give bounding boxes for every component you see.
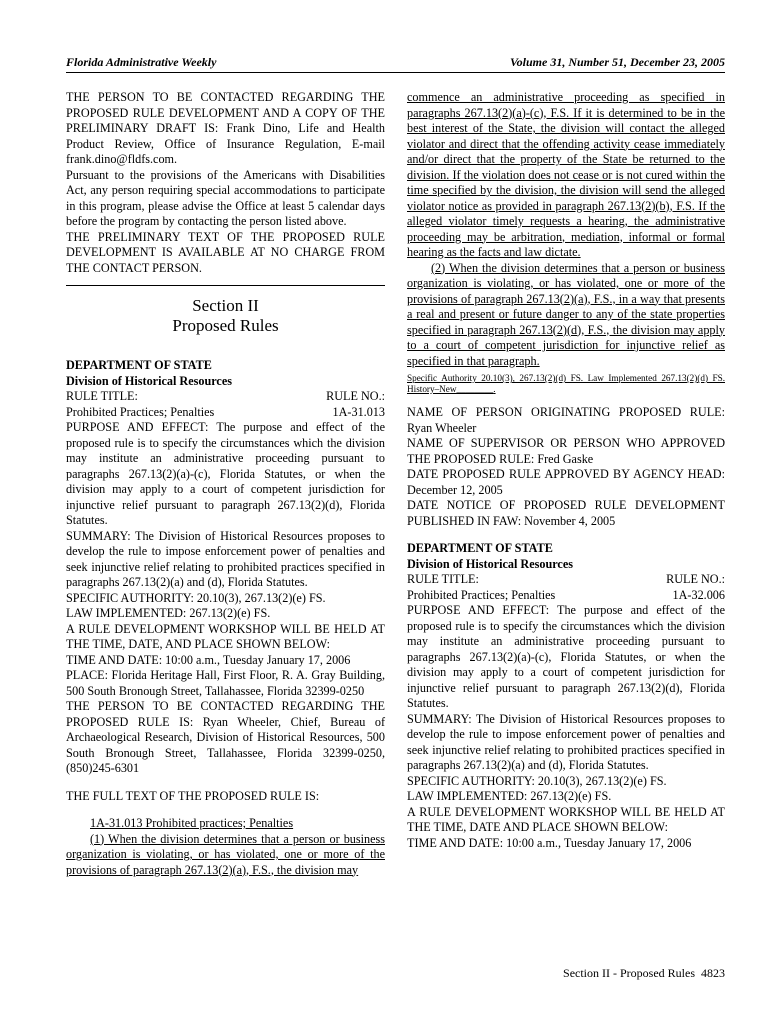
law-implemented-2: LAW IMPLEMENTED: 267.13(2)(e) FS. — [407, 789, 612, 803]
right-column — [407, 90, 725, 851]
specific-authority: SPECIFIC AUTHORITY: 20.10(3), 267.13(2)(e) FS. — [66, 590, 326, 605]
workshop-time: TIME AND DATE: 10:00 a.m., Tuesday January 17, 2006 — [66, 652, 351, 667]
section-title: Section II — [192, 296, 259, 315]
citation-text: Specific Authority 20.10(3), 267.13(2)(d) FS. Law Implemented 267.13(2)(d) FS. History–New — [407, 373, 725, 394]
intro-contact: THE PERSON TO BE CONTACTED REGARDING THE PROPOSED RULE DEVELOPMENT AND A COPY OF THE PRELIMINARY DRAFT IS: Frank Dino, Life and Health Product Review, Office of Insurance Regulation, E-mail frank.dino@fldfs.com. — [66, 90, 385, 166]
division-heading-2: Division of Historical Resources — [407, 556, 573, 571]
rule-text-paragraph-1-continued: commence an administrative proceeding as specified in paragraphs 267.13(2)(a)-(c), F.S. If it is determined to be in the best interest of the State, the division will contact the alleged violator and direct that the offending activity cease immediately and/or direct that the property of the State be returned to the division. If the violation does not cease or is not cured within the time specified by the division, the division will send the alleged violator notice as provided in paragraph 267.13(2)(b), F.S. If the alleged violator timely requests a hearing, the administrative proceeding may be arbitration, mediation, informal or formal hearing as the facts and law dictate. — [407, 90, 725, 259]
specific-authority-2: SPECIFIC AUTHORITY: 20.10(3), 267.13(2)(e) FS. — [407, 773, 667, 788]
rule-no-label: RULE NO.: — [326, 389, 385, 403]
rule-title-row-2 — [407, 572, 725, 588]
department-heading: DEPARTMENT OF STATE — [66, 358, 212, 372]
workshop-place: PLACE: Florida Heritage Hall, First Floor, R. A. Gray Building, 500 South Bronough Street, Tallahassee, Florida 32399-0250 — [66, 668, 385, 698]
date-approved: DATE PROPOSED RULE APPROVED BY AGENCY HEAD: December 12, 2005 — [407, 467, 725, 497]
rule-title-row — [66, 389, 385, 405]
full-text-heading: THE FULL TEXT OF THE PROPOSED RULE IS: — [66, 788, 320, 803]
workshop-time-2: TIME AND DATE: 10:00 a.m., Tuesday January 17, 2006 — [407, 835, 692, 850]
rule-title-label-2: RULE TITLE: — [407, 572, 479, 586]
page-header — [66, 52, 725, 73]
summary-2: SUMMARY: The Division of Historical Resources proposes to develop the rule to impose enforcement power of penalties and seek injunctive relief relating to prohibited practices specified in paragraphs 267.13(2)(a) and (d), Florida Statutes. — [407, 711, 725, 772]
rule-name-row-2 — [407, 588, 725, 604]
volume-info: Volume 31, Number 51, December 23, 2005 — [510, 55, 725, 69]
intro-preliminary: THE PRELIMINARY TEXT OF THE PROPOSED RULE DEVELOPMENT IS AVAILABLE AT NO CHARGE FROM THE CONTACT PERSON. — [66, 229, 385, 275]
workshop-notice-2: A RULE DEVELOPMENT WORKSHOP WILL BE HELD AT THE TIME, DATE AND PLACE SHOWN BELOW: — [407, 804, 725, 834]
rule-name-row — [66, 405, 385, 421]
rule-number-2: 1A-32.006 — [672, 587, 725, 602]
contact-person: THE PERSON TO BE CONTACTED REGARDING THE PROPOSED RULE IS: Ryan Wheeler, Chief, Bureau of Archaeological Research, Division of Historical Resources, 500 South Bronough Street, Tallahassee, Florida 32399-0250, (850)245-6301 — [66, 699, 385, 775]
rule-citation — [407, 373, 725, 395]
purpose-effect: PURPOSE AND EFFECT: The purpose and effect of the proposed rule is to specify the circumstances which the division may institute an administrative proceeding pursuant to paragraphs 267.13(2)(a)-(c), Florida Statutes, or when the division may apply to a court of competent jurisdiction for injunctive relief pursuant to paragraph 267.13(2)(d), Florida Statutes. — [66, 420, 385, 527]
rule-number: 1A-31.013 — [332, 404, 385, 419]
rule-name: Prohibited Practices; Penalties — [66, 404, 215, 419]
workshop-notice: A RULE DEVELOPMENT WORKSHOP WILL BE HELD AT THE TIME, DATE, AND PLACE SHOWN BELOW: — [66, 621, 385, 651]
page-footer — [563, 966, 725, 981]
rule-text-heading: 1A-31.013 Prohibited practices; Penalties — [90, 816, 294, 830]
division-heading: Division of Historical Resources — [66, 373, 232, 388]
date-published: DATE NOTICE OF PROPOSED RULE DEVELOPMENT PUBLISHED IN FAW: November 4, 2005 — [407, 498, 725, 528]
rule-text-paragraph-2: (2) When the division determines that a person or business organization is violating, or has violated, one or more of the provisions of paragraph 267.13(2)(a), F.S., in a way that presents a real and present or future danger to any of the state properties specified in paragraph 267.13(2)(d), F.S., the division may apply to a court of competent jurisdiction for injunctive relief as specified in that paragraph. — [407, 260, 725, 368]
summary: SUMMARY: The Division of Historical Resources proposes to develop the rule to impose enforcement power of penalties and seek injunctive relief relating to prohibited practices specified in paragraphs 267.13(2)(a) and (d), Florida Statutes. — [66, 528, 385, 589]
section-heading — [66, 296, 385, 336]
footer-section: Section II - Proposed Rules — [563, 966, 695, 980]
rule-name-2: Prohibited Practices; Penalties — [407, 587, 556, 602]
rule-no-label-2: RULE NO.: — [666, 572, 725, 586]
supervisor-approved: NAME OF SUPERVISOR OR PERSON WHO APPROVED THE PROPOSED RULE: Fred Gaske — [407, 436, 725, 466]
purpose-effect-2: PURPOSE AND EFFECT: The purpose and effect of the proposed rule is to specify the circumstances which the division may institute an administrative proceeding pursuant to paragraphs 267.13(2)(a)-(c), Florida Statutes, or when the division may apply to a court of competent jurisdiction for injunctive relief pursuant to paragraph 267.13(2)(d), Florida Statutes. — [407, 603, 725, 710]
left-column — [66, 90, 385, 878]
intro-ada: Pursuant to the provisions of the Americans with Disabilities Act, any person requiring special accommodations to participate in this program, please advise the Office at least 5 calendar days before the program by contacting the person listed above. — [66, 167, 385, 228]
citation-blank: ________ — [456, 384, 494, 394]
rule-title-label: RULE TITLE: — [66, 389, 138, 403]
person-originating: NAME OF PERSON ORIGINATING PROPOSED RULE: Ryan Wheeler — [407, 405, 725, 435]
citation-end: . — [493, 384, 496, 394]
department-heading-2: DEPARTMENT OF STATE — [407, 541, 553, 555]
rule-text-paragraph-1: (1) When the division determines that a person or business organization is violating, or has violated, one or more of the provisions of paragraph 267.13(2)(a), F.S., the division may — [66, 831, 385, 877]
section-divider — [66, 285, 385, 286]
publication-title: Florida Administrative Weekly — [66, 55, 217, 69]
section-subtitle: Proposed Rules — [172, 316, 279, 335]
law-implemented: LAW IMPLEMENTED: 267.13(2)(e) FS. — [66, 606, 271, 620]
page-number: 4823 — [701, 966, 725, 980]
